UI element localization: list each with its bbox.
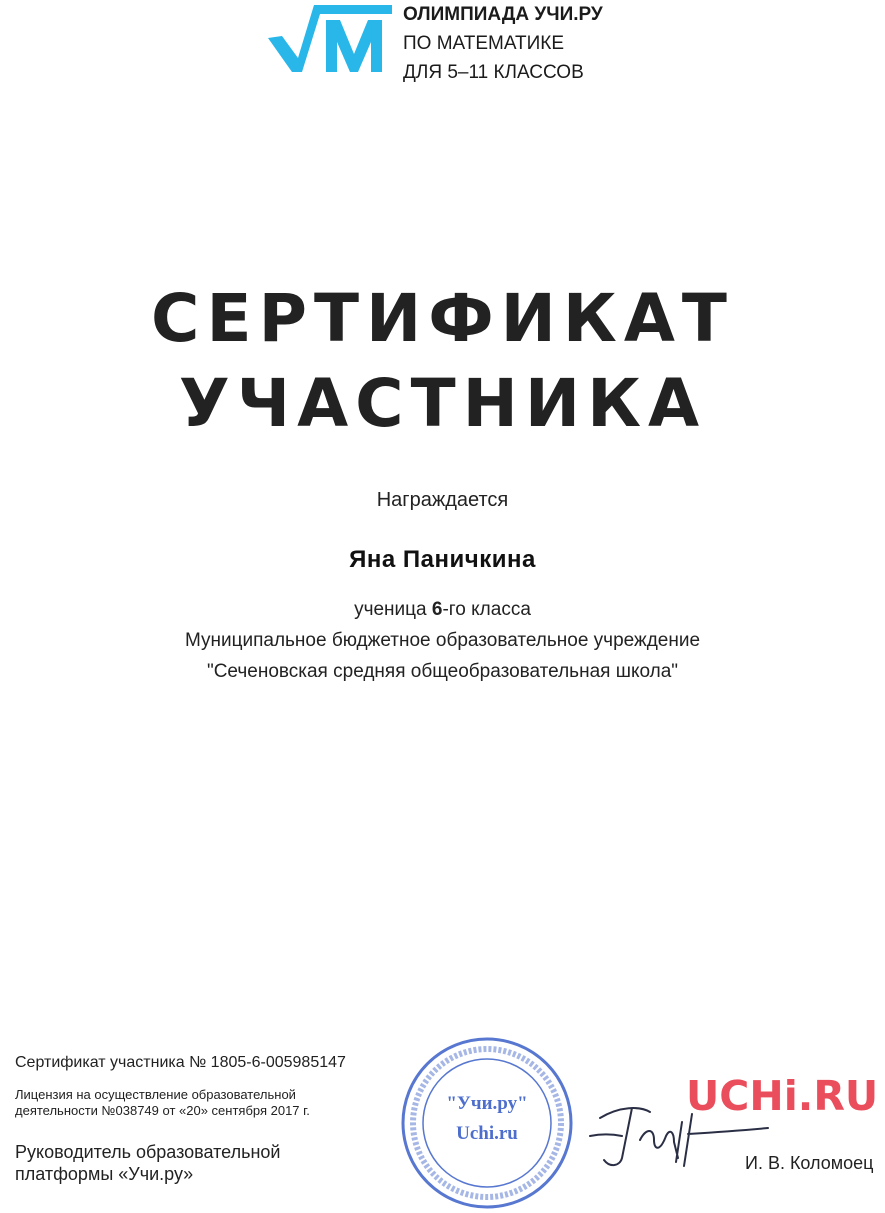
logo-line-2: ПО МАТЕМАТИКЕ bbox=[403, 33, 565, 54]
stamp-line-2: Uchi.ru bbox=[456, 1123, 518, 1144]
grade-number: 6 bbox=[431, 599, 443, 620]
logo-line-3: ДЛЯ 5–11 КЛАССОВ bbox=[403, 62, 584, 83]
uchi-ru-logo: UCHi.RU bbox=[686, 1072, 879, 1120]
school-line-2: "Сеченовская средняя общеобразовательная школа" bbox=[206, 661, 679, 682]
grade-suffix: -го класса bbox=[442, 599, 531, 620]
logo-line-1: ОЛИМПИАДА УЧИ.РУ bbox=[403, 4, 603, 25]
certificate-title-line-1: СЕРТИФИКАТ bbox=[151, 280, 734, 357]
signer-name: И. В. Коломоец bbox=[745, 1153, 874, 1173]
license-line-1: Лицензия на осуществление образовательной bbox=[15, 1087, 296, 1102]
license-info bbox=[15, 1087, 310, 1119]
certificate-title-line-2: УЧАСТНИКА bbox=[178, 365, 707, 442]
role-line-1: Руководитель образовательной bbox=[15, 1142, 281, 1162]
license-line-2: деятельности №038749 от «20» сентября 2017 г. bbox=[15, 1103, 310, 1118]
awarded-label: Награждается bbox=[376, 489, 509, 511]
grade-line bbox=[0, 599, 885, 621]
role-line-2: платформы «Учи.ру» bbox=[15, 1164, 194, 1184]
signer-role bbox=[15, 1141, 280, 1185]
official-stamp bbox=[398, 1035, 576, 1211]
stamp-line-1: "Учи.ру" bbox=[446, 1093, 528, 1114]
school-line-1: Муниципальное бюджетное образовательное учреждение bbox=[184, 630, 701, 651]
olympiad-logo bbox=[268, 0, 648, 83]
recipient-name: Яна Паничкина bbox=[349, 546, 536, 573]
certificate-number: Сертификат участника № 1805-6-005985147 bbox=[15, 1054, 346, 1071]
logo-text bbox=[403, 0, 603, 87]
grade-prefix: ученица bbox=[354, 599, 432, 620]
sqrt-m-logo-icon bbox=[268, 0, 392, 76]
